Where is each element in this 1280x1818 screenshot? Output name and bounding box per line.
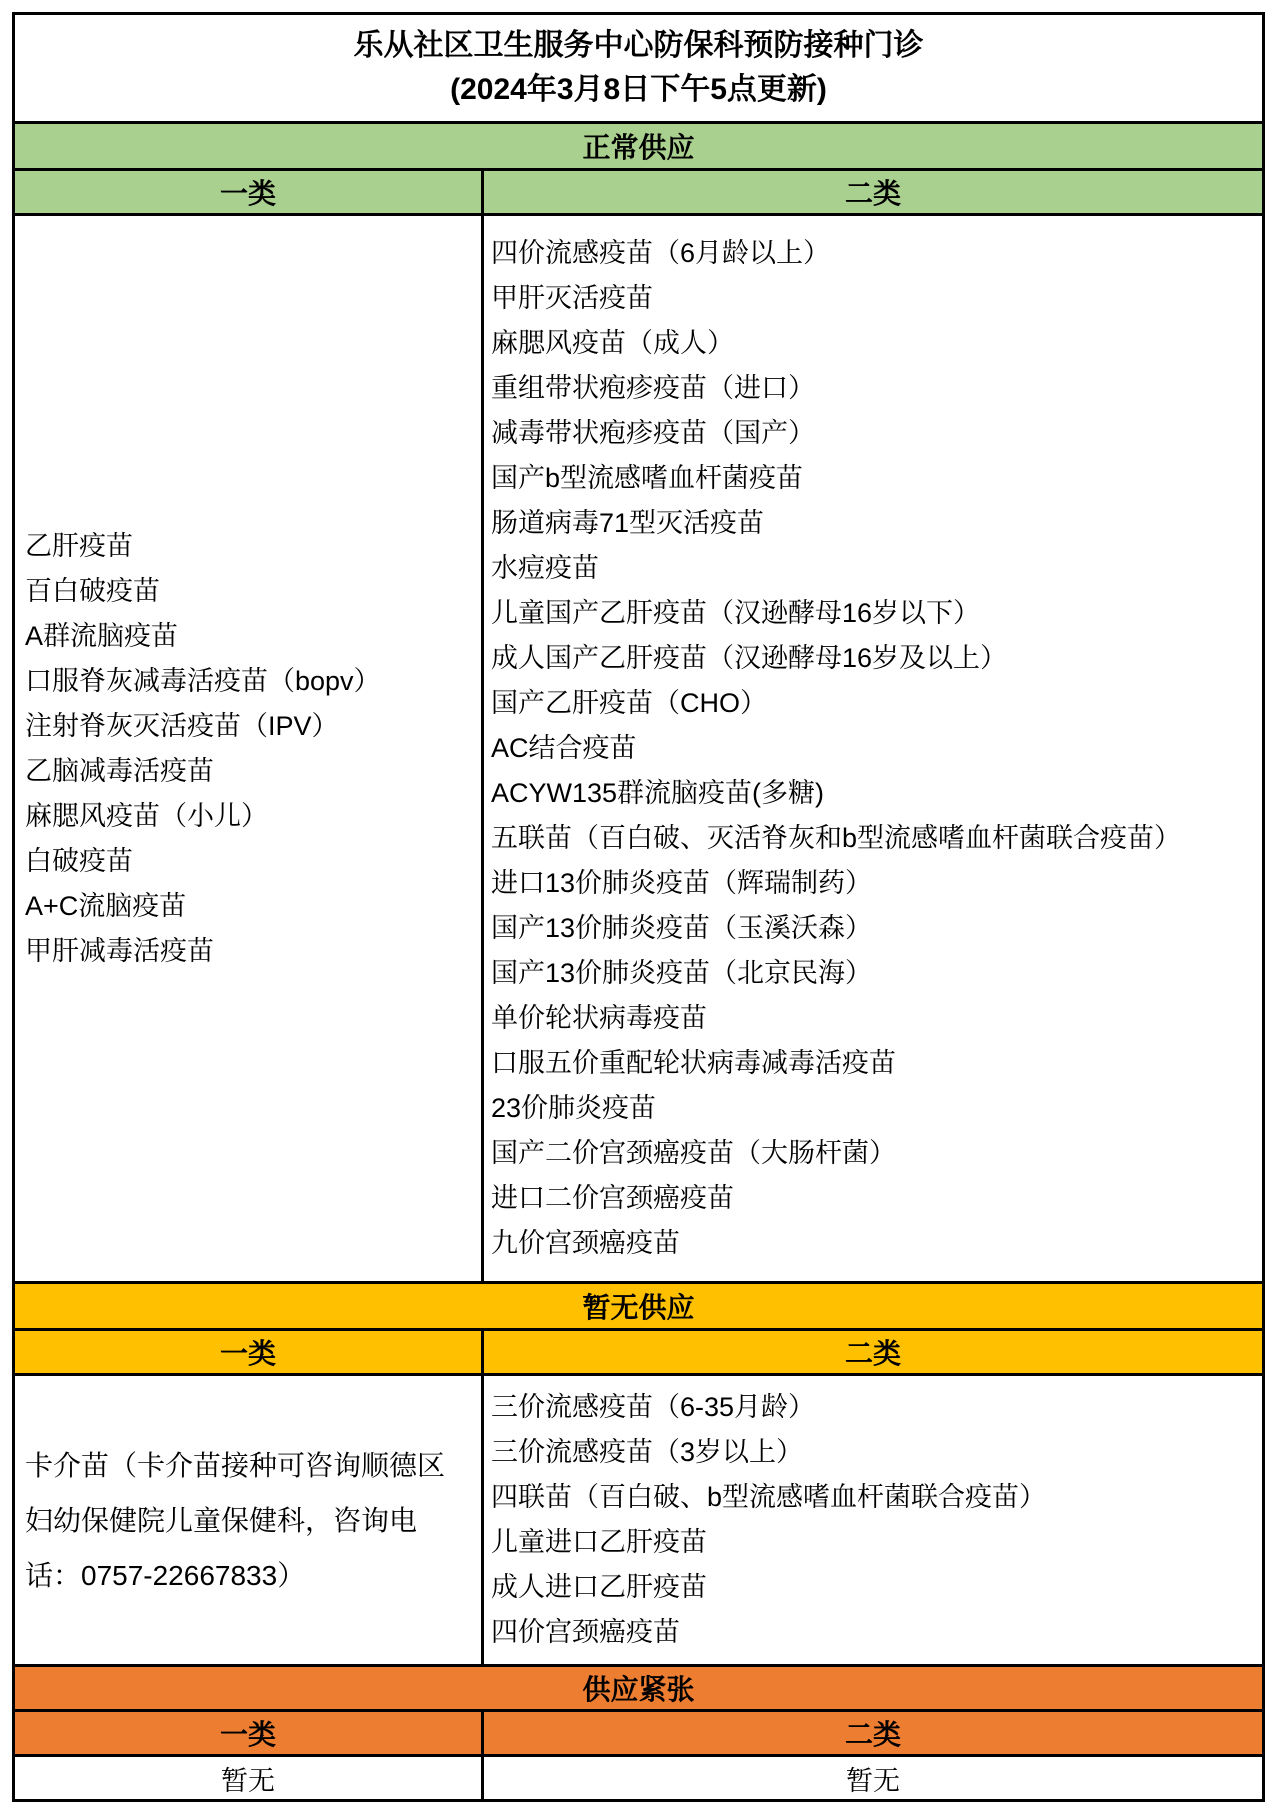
vaccine-item: 四价流感疫苗（6月龄以上） xyxy=(491,238,831,268)
col-header-category1-tight: 一类 xyxy=(15,1712,481,1754)
vaccine-item: 麻腮风疫苗（小儿） xyxy=(25,800,268,831)
vaccine-item: 国产b型流感嗜血杆菌疫苗 xyxy=(491,463,804,493)
section-header-no-supply: 暂无供应 xyxy=(15,1284,1262,1328)
vaccine-item: 重组带状疱疹疫苗（进口） xyxy=(491,373,815,403)
vaccine-item: 五联苗（百白破、灭活脊灰和b型流感嗜血杆菌联合疫苗） xyxy=(491,823,1182,853)
vaccine-item: 国产二价宫颈癌疫苗（大肠杆菌） xyxy=(491,1138,896,1168)
vaccine-item: 成人进口乙肝疫苗 xyxy=(491,1572,707,1602)
vaccine-item: 乙肝疫苗 xyxy=(25,530,133,561)
vaccine-item: 注射脊灰灭活疫苗（IPV） xyxy=(25,710,339,741)
vaccine-item: A+C流脑疫苗 xyxy=(25,890,187,921)
vaccine-item: 百白破疫苗 xyxy=(25,575,160,606)
vaccine-item: 国产13价肺炎疫苗（玉溪沃森） xyxy=(491,913,873,943)
vaccine-item: 白破疫苗 xyxy=(25,845,133,876)
vaccine-item: A群流脑疫苗 xyxy=(25,620,179,651)
vaccine-supply-table xyxy=(12,12,1265,1802)
vaccine-item: 成人国产乙肝疫苗（汉逊酵母16岁及以上） xyxy=(491,643,1008,673)
category1-list-normal xyxy=(15,216,481,1281)
vaccine-item: AC结合疫苗 xyxy=(491,733,637,763)
section-header-tight-supply: 供应紧张 xyxy=(15,1667,1262,1709)
vaccine-item: 减毒带状疱疹疫苗（国产） xyxy=(491,418,815,448)
vaccine-item: ACYW135群流脑疫苗(多糖) xyxy=(491,778,825,808)
vaccine-item: 口服脊灰减毒活疫苗（bopv） xyxy=(25,665,381,696)
col-header-category2-no-supply: 二类 xyxy=(484,1331,1262,1373)
vaccine-item: 单价轮状病毒疫苗 xyxy=(491,1003,707,1033)
category1-value-tight: 暂无 xyxy=(15,1757,481,1799)
col-header-category2-normal: 二类 xyxy=(484,171,1262,213)
vaccine-item: 甲肝灭活疫苗 xyxy=(491,283,653,313)
section-header-normal-supply: 正常供应 xyxy=(15,124,1262,168)
vaccine-item: 儿童进口乙肝疫苗 xyxy=(491,1527,707,1557)
col-header-category2-tight: 二类 xyxy=(484,1712,1262,1754)
vaccine-item: 水痘疫苗 xyxy=(491,553,599,583)
update-time: (2024年3月8日下午5点更新) xyxy=(450,73,827,106)
vaccine-item: 进口二价宫颈癌疫苗 xyxy=(491,1183,734,1213)
vaccine-item: 三价流感疫苗（6-35月龄） xyxy=(491,1392,816,1422)
vaccine-item: 国产13价肺炎疫苗（北京民海） xyxy=(491,958,873,988)
vaccine-item: 进口13价肺炎疫苗（辉瑞制药） xyxy=(491,868,873,898)
title-cell xyxy=(15,15,1262,121)
vaccine-item: 肠道病毒71型灭活疫苗 xyxy=(491,508,765,538)
vaccine-item: 口服五价重配轮状病毒减毒活疫苗 xyxy=(491,1048,896,1078)
vaccine-item: 乙脑减毒活疫苗 xyxy=(25,755,214,786)
clinic-title: 乐从社区卫生服务中心防保科预防接种门诊 xyxy=(353,29,924,62)
category2-list-no-supply xyxy=(484,1376,1262,1664)
category2-list-normal xyxy=(484,216,1262,1281)
vaccine-item: 23价肺炎疫苗 xyxy=(491,1093,657,1123)
category2-value-tight: 暂无 xyxy=(484,1757,1262,1799)
category1-list-no-supply xyxy=(15,1376,481,1664)
col-header-category1-no-supply: 一类 xyxy=(15,1331,481,1373)
vaccine-item: 卡介苗（卡介苗接种可咨询顺德区妇幼保健院儿童保健科，咨询电话：0757-22667833） xyxy=(25,1449,446,1591)
vaccine-item: 四联苗（百白破、b型流感嗜血杆菌联合疫苗） xyxy=(491,1482,1047,1512)
vaccine-item: 三价流感疫苗（3岁以上） xyxy=(491,1437,804,1467)
vaccine-item: 九价宫颈癌疫苗 xyxy=(491,1228,680,1258)
vaccine-item: 麻腮风疫苗（成人） xyxy=(491,328,734,358)
vaccine-item: 甲肝减毒活疫苗 xyxy=(25,935,214,966)
vaccine-item: 国产乙肝疫苗（CHO） xyxy=(491,688,767,718)
col-header-category1-normal: 一类 xyxy=(15,171,481,213)
vaccine-item: 儿童国产乙肝疫苗（汉逊酵母16岁以下） xyxy=(491,598,981,628)
vaccine-item: 四价宫颈癌疫苗 xyxy=(491,1617,680,1647)
